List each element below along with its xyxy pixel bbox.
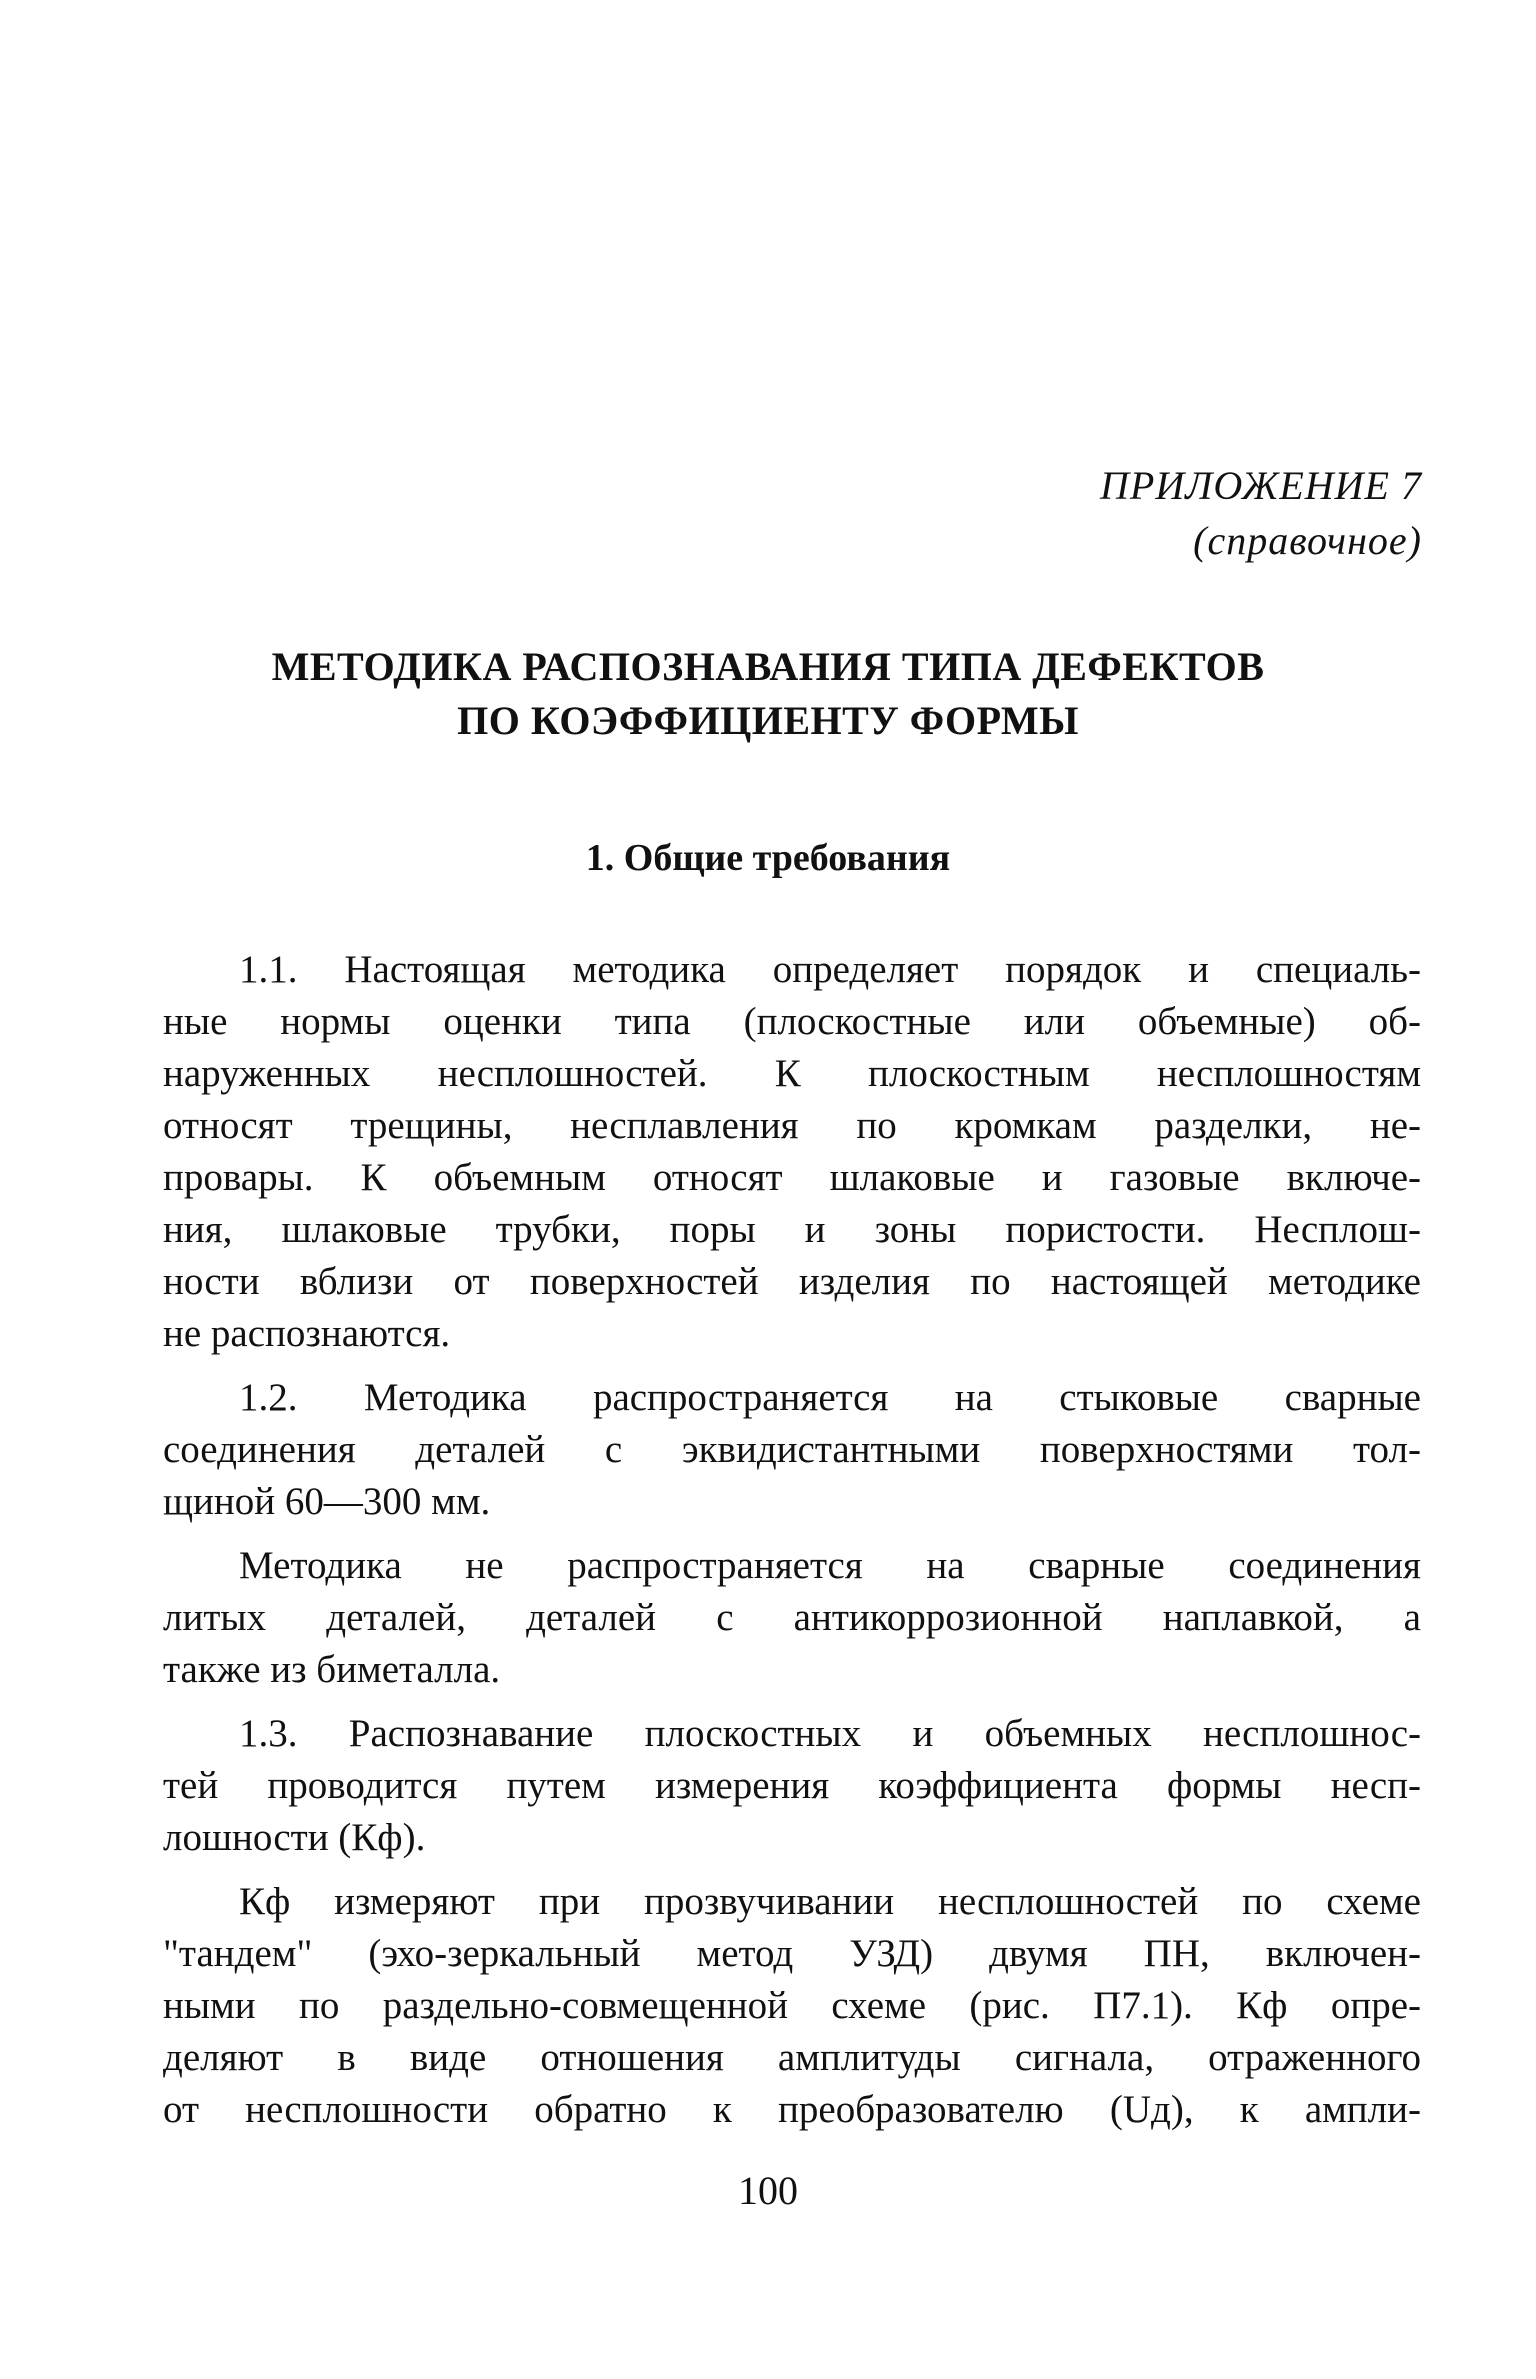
text-line: относят трещины, несплавления по кромкам разделки, не- xyxy=(163,1104,1421,1147)
paragraph-1-1 xyxy=(163,944,1421,1360)
text-line: также из биметалла. xyxy=(163,1648,501,1691)
text-line: "тандем" (эхо-зеркальный метод УЗД) двумя ПН, включен- xyxy=(163,1932,1421,1975)
text-line: провары. К объемным относят шлаковые и газовые включе- xyxy=(163,1156,1421,1199)
text-line: 1.1. Настоящая методика определяет порядок и специаль- xyxy=(239,948,1421,991)
text-line: деляют в виде отношения амплитуды сигнала, отраженного xyxy=(163,2036,1421,2079)
paragraph-1-2-continued xyxy=(163,1540,1421,1696)
text-line: не распознаются. xyxy=(163,1312,451,1355)
appendix-label: ПРИЛОЖЕНИЕ 7 xyxy=(1100,463,1422,508)
text-line: 1.2. Методика распространяется на стыковые сварные xyxy=(239,1376,1421,1419)
text-line: ности вблизи от поверхностей изделия по настоящей методике xyxy=(163,1260,1421,1303)
text-line: лошности (Кф). xyxy=(163,1816,426,1859)
text-line: 1.3. Распознавание плоскостных и объемных несплошнос- xyxy=(239,1712,1421,1755)
appendix-header xyxy=(1100,458,1422,568)
paragraph-1-3 xyxy=(163,1708,1421,1864)
text-line: ные нормы оценки типа (плоскостные или объемные) об- xyxy=(163,1000,1421,1043)
text-line: литых деталей, деталей с антикоррозионной наплавкой, а xyxy=(163,1596,1421,1639)
text-line: Методика не распространяется на сварные соединения xyxy=(239,1544,1421,1587)
title-line-1: МЕТОДИКА РАСПОЗНАВАНИЯ ТИПА ДЕФЕКТОВ xyxy=(271,644,1265,689)
text-line: щиной 60—300 мм. xyxy=(163,1480,491,1523)
text-line: тей проводится путем измерения коэффициента формы несп- xyxy=(163,1764,1421,1807)
paragraph-1-2 xyxy=(163,1372,1421,1528)
text-line: наруженных несплошностей. К плоскостным несплошностям xyxy=(163,1052,1421,1095)
section-heading: 1. Общие требования xyxy=(585,837,951,879)
title-line-2: ПО КОЭФФИЦИЕНТУ ФОРМЫ xyxy=(457,698,1079,743)
text-line: ными по раздельно-совмещенной схеме (рис. П7.1). Кф опре- xyxy=(163,1984,1421,2027)
text-line: Кф измеряют при прозвучивании несплошностей по схеме xyxy=(239,1880,1421,1923)
appendix-note: (справочное) xyxy=(1193,518,1422,563)
text-line: от несплошности обратно к преобразователю (Uд), к ампли- xyxy=(163,2088,1421,2131)
paragraph-1-3-continued xyxy=(163,1876,1421,2136)
page-number: 100 xyxy=(738,2168,798,2213)
text-line: ния, шлаковые трубки, поры и зоны пористости. Несплош- xyxy=(163,1208,1421,1251)
document-title xyxy=(0,640,1536,748)
body-text xyxy=(163,944,1421,2136)
text-line: соединения деталей с эквидистантными поверхностями тол- xyxy=(163,1428,1421,1471)
